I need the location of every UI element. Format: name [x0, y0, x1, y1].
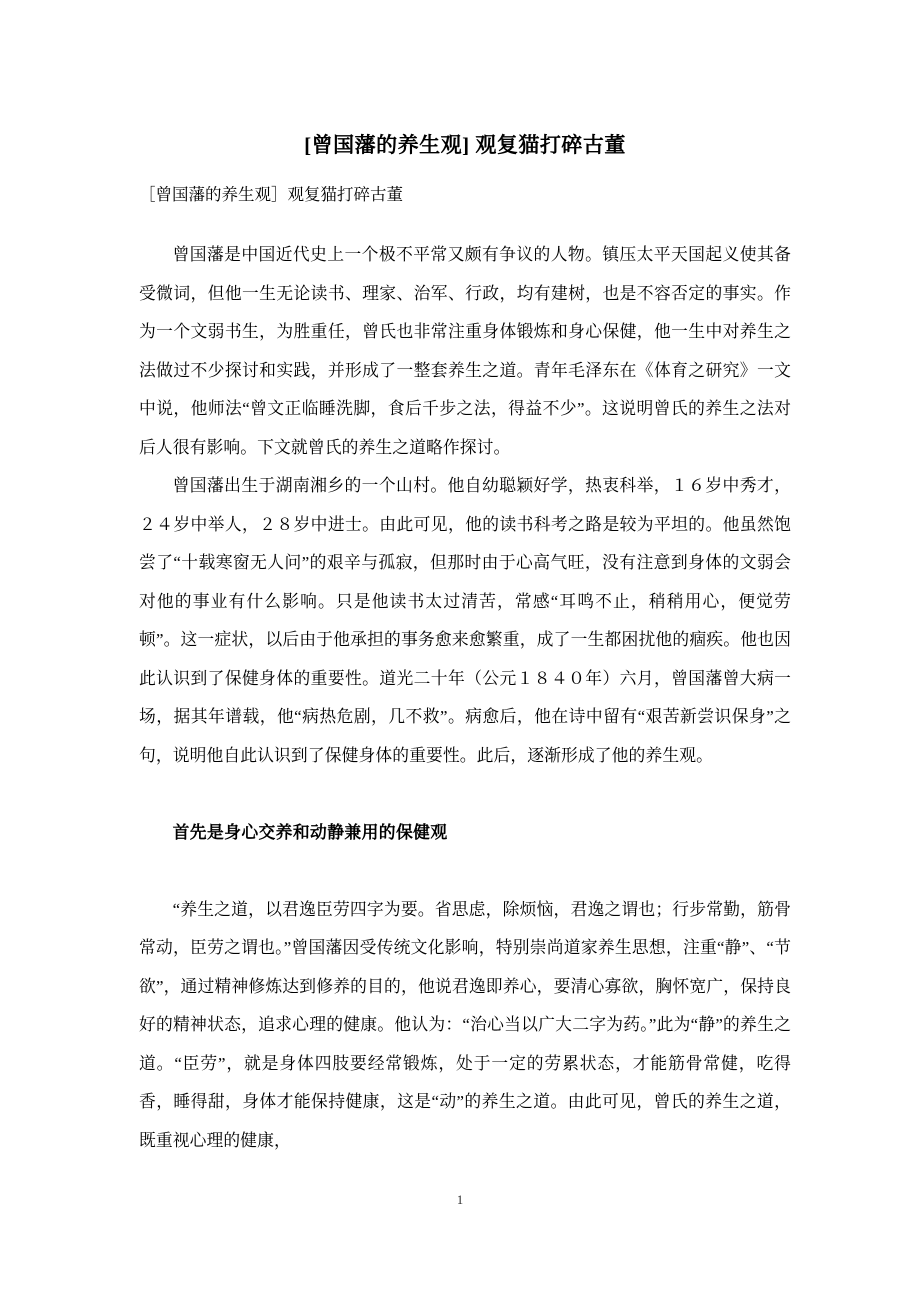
spacer — [139, 852, 791, 891]
section-heading: 首先是身心交养和动静兼用的保健观 — [172, 822, 448, 842]
body-paragraph-1: 曾国藩是中国近代史上一个极不平常又颇有争议的人物。镇压太平天国起义使其备受微词，但他一生无论读书、理家、治军、行政，均有建树，也是不容否定的事实。作为一个文弱书生，为胜重任，曾氏也非常注重身体锻炼和身心保健，他一生中对养生之法做过不少探讨和实践，并形成了一整套养生之道。青年毛泽东在《体育之研究》一文中说，他师法“曾文正临睡洗脚，食后千步之法，得益不少”。这说明曾氏的养生之法对后人很有影响。下文就曾氏的养生之道略作探讨。 — [139, 245, 791, 457]
spacer — [139, 775, 791, 814]
document-subtitle: ［曾国藩的养生观］观复猫打碎古董 — [139, 185, 403, 205]
page-title: [曾国藩的养生观] 观复猫打碎古董 — [304, 133, 626, 157]
body-paragraph-2: 曾国藩出生于湖南湘乡的一个山村。他自幼聪颖好学，热衷科举，１６岁中秀才，２４岁中举人，２８岁中进士。由此可见，他的读书科考之路是较为平坦的。他虽然饱尝了“十载寒窗无人问”的艰辛与孤寂，但那时由于心高气旺，没有注意到身体的文弱会对他的事业有什么影响。只是他读书太过清苦，常感“耳鸣不止，稍稍用心，便觉劳顿”。这一症状，以后由于他承担的事务愈来愈繁重，成了一生都困扰他的痼疾。他也因此认识到了保健身体的重要性。道光二十年（公元１８４０年）六月，曾国藩曾大病一场，据其年谱载，他“病热危剧，几不救”。病愈后，他在诗中留有“艰苦新尝识保身”之句，说明他自此认识到了保健身体的重要性。此后，逐渐形成了他的养生观。 — [139, 476, 791, 765]
body-paragraph-3: “养生之道，以君逸臣劳四字为要。省思虑，除烦恼，君逸之谓也；行步常勤，筋骨常动，臣劳之谓也。”曾国藩因受传统文化影响，特别崇尚道家养生思想，注重“静”、“节欲”，通过精神修炼达到修养的目的，他说君逸即养心，要清心寡欲，胸怀宽广，保持良好的精神状态，追求心理的健康。他认为：“治心当以广大二字为药。”此为“静”的养生之道。“臣劳”，就是身体四肢要经常锻炼，处于一定的劳累状态，才能筋骨常健，吃得香，睡得甜，身体才能保持健康，这是“动”的养生之道。由此可见，曾氏的养生之道，既重视心理的健康， — [139, 899, 791, 1150]
document-text-block — [139, 0, 791, 1160]
page-number: 1 — [456, 1193, 464, 1207]
spacer — [139, 206, 791, 236]
